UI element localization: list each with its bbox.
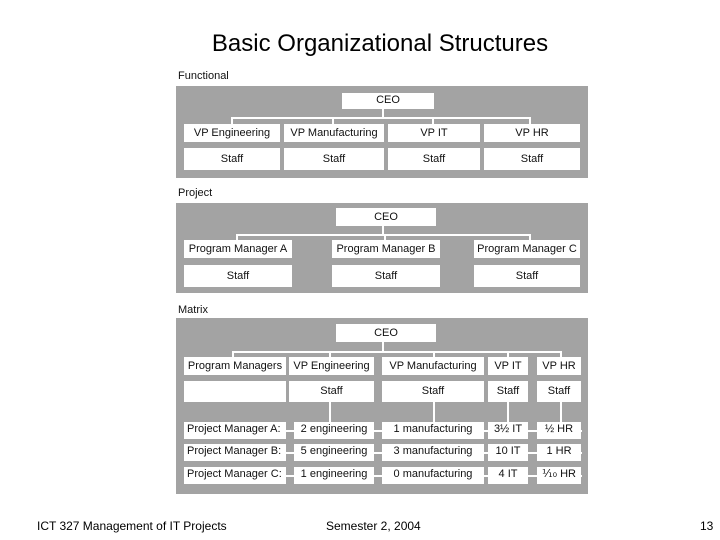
staff-box: Staff	[332, 265, 440, 287]
staff-box: Staff	[184, 265, 292, 287]
staff-box: Staff	[474, 265, 580, 287]
project-manager-b-box: Project Manager B:	[184, 444, 286, 461]
staff-box: Staff	[488, 381, 528, 402]
page-number: 13	[700, 519, 714, 533]
staff-box: Staff	[382, 381, 484, 402]
project-manager-a-box: Project Manager A:	[184, 422, 286, 439]
program-manager-c-box: Program Manager C	[474, 240, 580, 258]
staff-box: Staff	[184, 148, 280, 170]
functional-label: Functional	[178, 70, 229, 82]
program-managers-box: Program Managers	[184, 357, 286, 375]
project-chart	[176, 203, 588, 293]
connector	[507, 402, 509, 422]
staff-box: Staff	[388, 148, 480, 170]
staff-box: Staff	[289, 381, 374, 402]
ceo-box: CEO	[336, 208, 436, 226]
ceo-box: CEO	[342, 93, 434, 109]
engineering-assignment: 1 engineering	[294, 467, 374, 484]
vp-it-box: VP IT	[488, 357, 528, 375]
staff-box: Staff	[284, 148, 384, 170]
vp-hr-box: VP HR	[484, 124, 580, 142]
vp-engineering-box: VP Engineering	[184, 124, 280, 142]
connector	[529, 117, 531, 124]
vp-it-box: VP IT	[388, 124, 480, 142]
connector	[332, 117, 334, 124]
staff-box: Staff	[537, 381, 581, 402]
vp-manufacturing-box: VP Manufacturing	[382, 357, 484, 375]
hr-assignment: ½ HR	[537, 422, 581, 439]
program-managers-staff-box	[184, 381, 286, 402]
connector	[231, 117, 233, 124]
project-manager-c-box: Project Manager C:	[184, 467, 286, 484]
connector	[433, 402, 435, 422]
project-label: Project	[178, 187, 213, 199]
hr-assignment: 1 HR	[537, 444, 581, 461]
engineering-assignment: 5 engineering	[294, 444, 374, 461]
matrix-label: Matrix	[178, 304, 208, 316]
manufacturing-assignment: 3 manufacturing	[382, 444, 484, 461]
connector	[329, 402, 331, 422]
connector	[560, 402, 562, 422]
matrix-chart	[176, 318, 588, 494]
engineering-assignment: 2 engineering	[294, 422, 374, 439]
footer-semester: Semester 2, 2004	[326, 519, 421, 533]
ceo-box: CEO	[336, 324, 436, 342]
program-manager-a-box: Program Manager A	[184, 240, 292, 258]
hr-assignment: ⅒ HR	[537, 467, 581, 484]
manufacturing-assignment: 1 manufacturing	[382, 422, 484, 439]
vp-engineering-box: VP Engineering	[289, 357, 374, 375]
vp-hr-box: VP HR	[537, 357, 581, 375]
slide-title: Basic Organizational Structures	[211, 30, 549, 57]
vp-manufacturing-box: VP Manufacturing	[284, 124, 384, 142]
connector	[231, 117, 531, 119]
it-assignment: 10 IT	[488, 444, 528, 461]
footer-course: ICT 327 Management of IT Projects	[37, 519, 227, 533]
it-assignment: 4 IT	[488, 467, 528, 484]
staff-box: Staff	[484, 148, 580, 170]
program-manager-b-box: Program Manager B	[332, 240, 440, 258]
functional-chart	[176, 86, 588, 178]
connector	[232, 351, 562, 353]
connector	[432, 117, 434, 124]
manufacturing-assignment: 0 manufacturing	[382, 467, 484, 484]
it-assignment: 3½ IT	[488, 422, 528, 439]
